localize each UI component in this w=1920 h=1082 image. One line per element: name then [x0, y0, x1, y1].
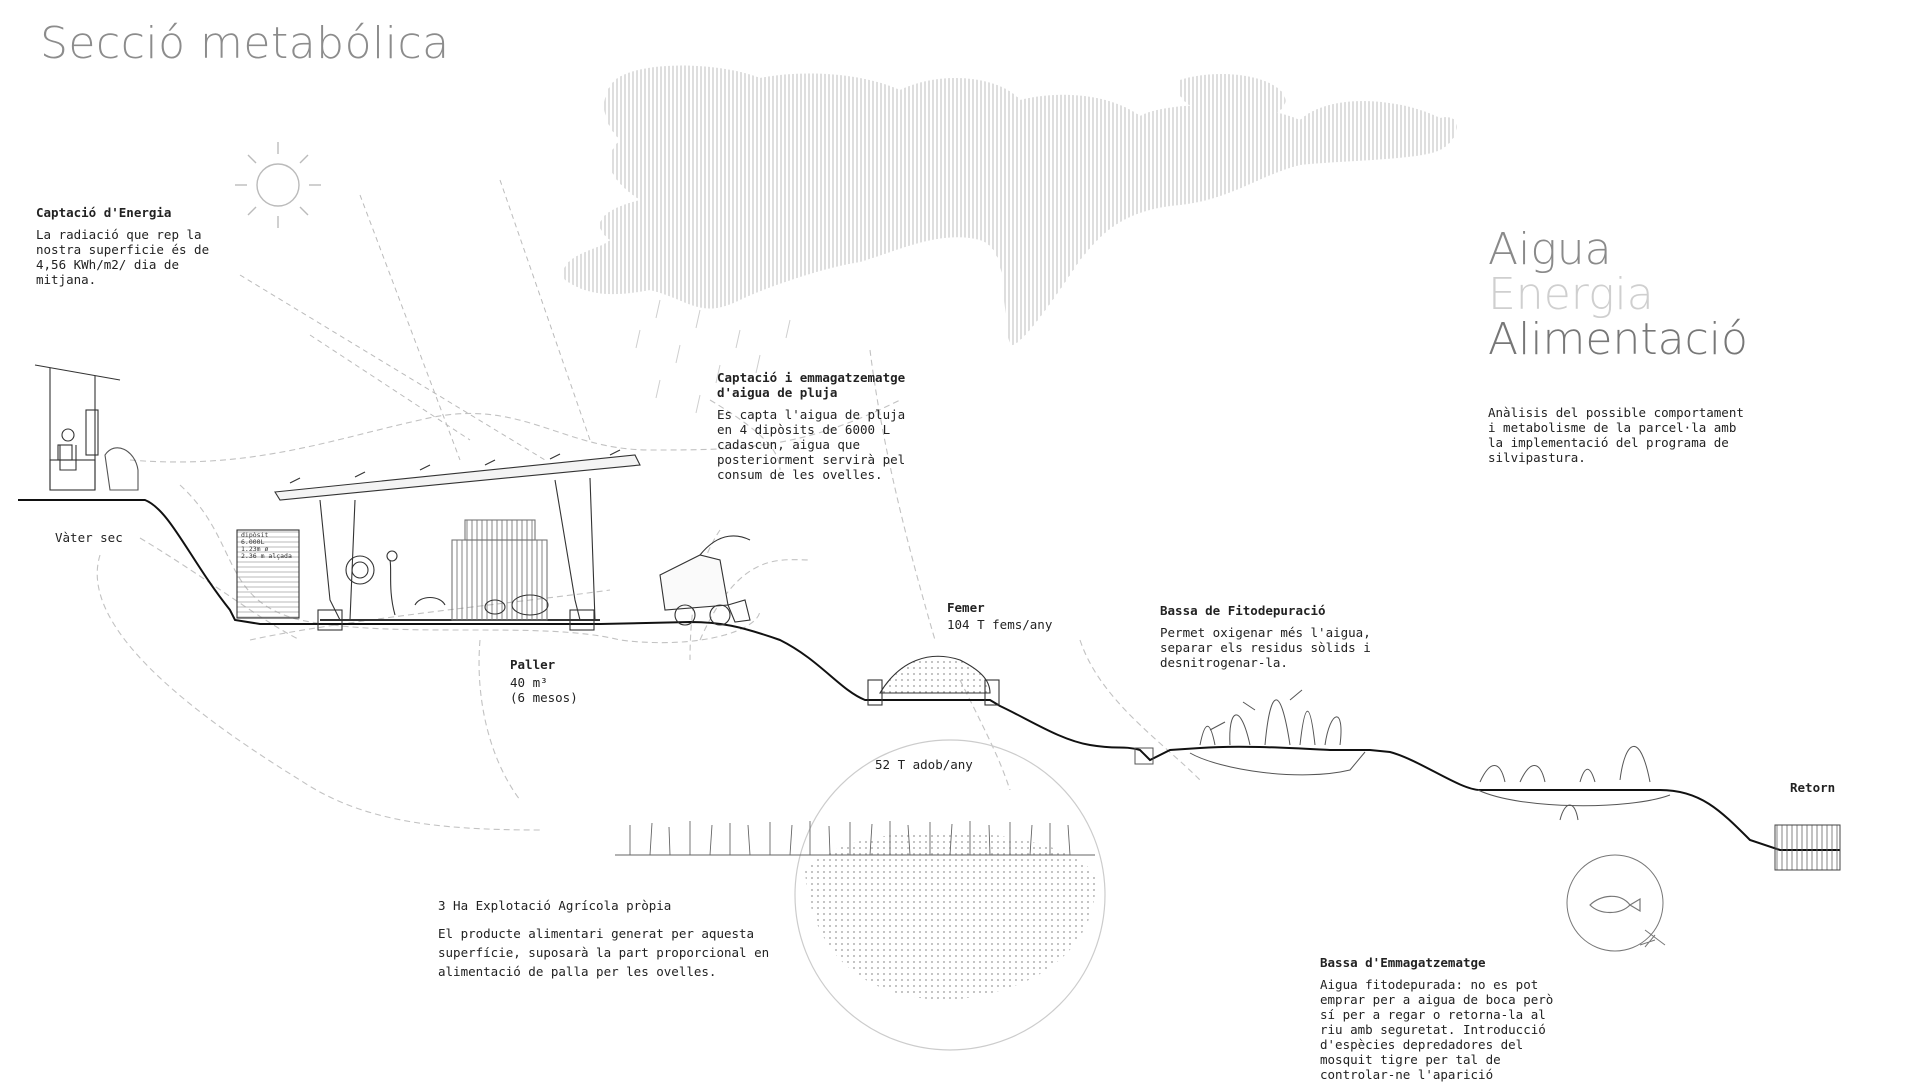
label-retorn: Retorn: [1790, 780, 1836, 795]
barn-structure: [275, 450, 640, 630]
annotation-pluja-heading: Captació i emmagatzematge d'aigua de pluja: [717, 370, 906, 400]
annotation-fitodepuracio: [1160, 588, 1371, 670]
solar-rays: [240, 180, 590, 460]
page-title: Secció metabólica: [40, 18, 450, 69]
legend-description: Anàlisis del possible comportament i metabolisme de la parcel·la amb la implementació del programa de silvipastura.: [1488, 405, 1744, 465]
annotation-energia-body: La radiació que rep la nostra superficie és de 4,56 KWh/m2/ dia de mitjana.: [36, 227, 210, 287]
annotation-energia-heading: Captació d'Energia: [36, 205, 172, 220]
legend-alimentacio: Alimentació: [1488, 313, 1748, 365]
label-paller-title: Paller: [510, 657, 556, 672]
storage-basin: [1478, 746, 1670, 820]
annotation-pluja-body: Es capta l'aigua de pluja en 4 dipòsits de 6000 L cadascun, aigua que posteriorment servirà pel consum de les ovelles.: [717, 407, 906, 482]
river-return: [1775, 825, 1840, 870]
phyto-basin: [1135, 690, 1365, 775]
label-vater-sec: Vàter sec: [55, 530, 123, 545]
annotation-pluja: [717, 355, 905, 482]
label-paller-time: (6 mesos): [510, 690, 578, 705]
annotation-agricola: [438, 877, 769, 981]
label-femer-value: 104 T fems/any: [947, 617, 1053, 632]
annotation-emmagatzematge-body: Aigua fitodepurada: no es pot emprar per a aigua de boca però sí per a regar o retorna-la al riu amb seguretat. Introducció d'espècies depredadores del mosquit tigre per tal de controlar-ne l'aparició: [1320, 977, 1554, 1082]
fish-circle: [1567, 855, 1665, 951]
label-adob: 52 T adob/any: [875, 757, 973, 772]
legend-energia: Energia: [1488, 268, 1654, 320]
label-paller-volume: 40 m³: [510, 675, 548, 690]
annotation-fitodepuracio-body: Permet oxigenar més l'aigua, separar els residus sòlids i desnitrogenar-la.: [1160, 625, 1371, 670]
cloud: [564, 66, 1457, 346]
label-diposit: dipòsit 6.000L 1.23m ø 2.36 m alçada: [241, 531, 292, 560]
annotation-fitodepuracio-heading: Bassa de Fitodepuració: [1160, 603, 1326, 618]
annotation-emmagatzematge-heading: Bassa d'Emmagatzematge: [1320, 955, 1486, 970]
legend-aigua: Aigua: [1488, 224, 1612, 275]
legend: [1488, 224, 1748, 365]
label-femer-title: Femer: [947, 600, 985, 615]
annotation-energia: [36, 190, 209, 287]
manure-pile: [868, 656, 999, 705]
sun-icon: [235, 142, 321, 228]
dry-toilet-cabin: [35, 365, 138, 490]
annotation-emmagatzematge: [1320, 940, 1553, 1082]
skid-loader: [660, 536, 750, 625]
annotation-agricola-heading: 3 Ha Explotació Agrícola pròpia: [438, 898, 672, 913]
annotation-agricola-body: El producte alimentari generat per aquesta superfície, suposarà la part proporcional en alimentació de palla per les ovelles.: [438, 926, 770, 979]
